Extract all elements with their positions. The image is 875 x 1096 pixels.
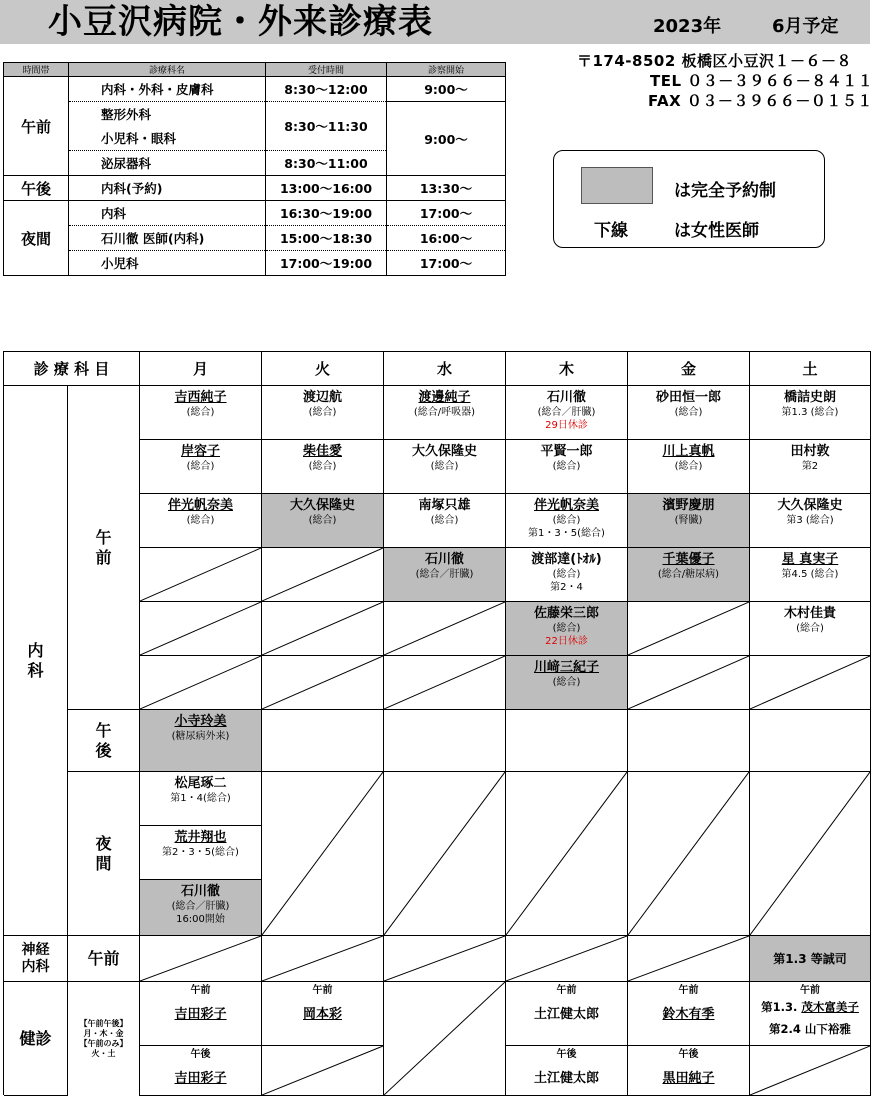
diagonal-slash <box>262 602 383 655</box>
dept-label-shinkei <box>4 936 68 982</box>
legend-swatch <box>581 167 653 204</box>
diagonal-slash <box>262 656 383 709</box>
schedule-cell <box>262 548 384 602</box>
doctor-name: 伴光帆奈美 <box>533 498 599 513</box>
dept-label-kenshin: 健診 <box>4 982 68 1096</box>
kenshin-note-text: 【午前午後】 月・木・金 【午前のみ】 火・土 <box>79 1019 128 1058</box>
legend-reserve-text: は完全予約制 <box>674 181 776 201</box>
slot-label-pm <box>68 710 140 772</box>
diagonal-slash <box>384 936 505 981</box>
schedule-cell <box>750 656 871 710</box>
diagonal-slash <box>384 982 505 1095</box>
slot-label-am: 午前 <box>68 936 140 982</box>
doctor-specialty: (総合) <box>552 677 581 688</box>
page-title: 小豆沢病院・外来診療表 <box>48 2 433 42</box>
reception-time: 8:30～11:00 <box>266 151 387 176</box>
day-header: 水 <box>384 352 506 386</box>
doctor-specialty: (総合/糖尿病) <box>657 569 720 580</box>
doctor-specialty: 第1.3 (総合) <box>781 407 839 418</box>
doctor-note: 第1・3・5(総合) <box>528 528 605 539</box>
doctor-name: 吉田彩子 <box>174 1071 227 1086</box>
schedule-cell <box>750 602 871 656</box>
fax: FAX ０３－３９６６－０１５１ <box>648 92 873 110</box>
doctor-name: 茂木富美子 <box>801 1000 859 1014</box>
doctor-name: 伴光帆奈美 <box>167 498 233 513</box>
slot-am: 午前 <box>4 77 69 176</box>
schedule-cell <box>140 1046 262 1096</box>
doctor-specialty: (総合) <box>308 515 337 526</box>
doctor-name: 大久保隆史 <box>777 498 843 513</box>
schedule-cell <box>506 936 628 982</box>
diagonal-slash <box>140 602 261 655</box>
diagonal-slash <box>628 772 749 935</box>
reception-time: 16:30～19:00 <box>266 201 387 226</box>
reception-time: 13:00～16:00 <box>266 176 387 201</box>
start-time: 17:00～ <box>387 251 506 276</box>
doctor-name: 土江健太郎 <box>533 1007 599 1022</box>
doctor-specialty: (総合) <box>552 461 581 472</box>
doctor-name: 岡本彩 <box>302 1007 342 1022</box>
start-time: 17:00～ <box>387 201 506 226</box>
slot-pm: 午後 <box>4 176 69 201</box>
doctor-name: 大久保隆史 <box>289 498 355 513</box>
dept-label-text: 神経 内科 <box>21 941 50 975</box>
legend-female-text: は女性医師 <box>674 221 759 241</box>
day-header: 火 <box>262 352 384 386</box>
diagonal-slash <box>262 548 383 601</box>
diagonal-slash <box>262 772 383 935</box>
schedule-cell <box>750 548 871 602</box>
schedule-cell <box>750 772 871 936</box>
doctor-name: 平賢一郎 <box>540 444 593 459</box>
schedule-cell <box>262 710 384 772</box>
doctor-specialty: (総合) <box>552 569 581 580</box>
diagonal-slash <box>506 772 627 935</box>
doctor-line <box>750 999 870 1015</box>
diagonal-slash <box>750 1046 870 1095</box>
schedule-cell <box>628 602 750 656</box>
doctor-name: 荒井翔也 <box>174 830 227 845</box>
doctor-specialty: 第3 (総合) <box>786 515 834 526</box>
schedule-cell <box>506 602 628 656</box>
tel: TEL ０３－３９６６－８４１１ <box>650 72 874 90</box>
doctor-name: 小寺玲美 <box>174 714 227 729</box>
schedule-cell <box>628 656 750 710</box>
schedule-cell <box>140 982 262 1046</box>
doctor-specialty: (腎臓) <box>674 515 703 526</box>
doctor-specialty: (総合) <box>430 515 459 526</box>
schedule-cell <box>750 982 871 1046</box>
doctor-name: 渡辺航 <box>302 390 342 405</box>
schedule-cell <box>262 772 384 936</box>
schedule-cell <box>628 1046 750 1096</box>
doctor-specialty: (総合／肝臓) <box>171 901 230 912</box>
column-header: 受付時間 <box>266 63 387 77</box>
schedule-cell <box>262 440 384 494</box>
schedule-cell <box>506 494 628 548</box>
diagonal-slash <box>262 1046 383 1095</box>
doctor-name: 濱野慶朋 <box>662 498 715 513</box>
schedule-cell <box>140 656 262 710</box>
doctor-specialty: (総合) <box>308 461 337 472</box>
day-header: 土 <box>750 352 871 386</box>
kenshin-slot-label: 午後 <box>678 1049 699 1060</box>
day-header: 金 <box>628 352 750 386</box>
doctor-name: 柴佳愛 <box>302 444 342 459</box>
start-time: 9:00～ <box>387 77 506 102</box>
doctor-name: 土江健太郎 <box>533 1071 599 1086</box>
doctor-specialty: (総合／肝臓) <box>415 569 474 580</box>
doctor-name: 渡部達(ﾄｵﾙ) <box>531 552 602 567</box>
doctor-name: 松尾琢二 <box>174 776 227 791</box>
doctor-name: 佐藤栄三郎 <box>533 606 599 621</box>
doctor-name: 川上真帆 <box>662 444 715 459</box>
year-label: 2023年 <box>653 16 722 37</box>
schedule-cell <box>140 602 262 656</box>
doctor-name: 川﨑三紀子 <box>533 660 599 675</box>
doctor-specialty: (糖尿病外来) <box>171 731 230 742</box>
diagonal-slash <box>384 772 505 935</box>
dept: 内科 <box>69 201 266 226</box>
start-time: 9:00～ <box>387 102 506 176</box>
diagonal-slash <box>384 656 505 709</box>
dept: 小児科・眼科 <box>69 126 266 151</box>
schedule-cell <box>506 772 628 936</box>
day-header: 月 <box>140 352 262 386</box>
doctor-specialty: (総合) <box>796 623 824 634</box>
doctor-name: 渡邊純子 <box>418 390 471 405</box>
doctor-name: 星 真実子 <box>781 552 839 567</box>
schedule-cell <box>384 936 506 982</box>
schedule-cell <box>750 710 871 772</box>
doctor-name: 石川徹 <box>424 552 464 567</box>
kenshin-slot-label: 午後 <box>190 1049 211 1060</box>
schedule-cell <box>262 656 384 710</box>
schedule-cell <box>506 982 628 1046</box>
start-time: 16:00～ <box>387 226 506 251</box>
doctor-name: 吉西純子 <box>174 390 227 405</box>
doctor-specialty: (総合) <box>674 461 703 472</box>
slot-label-text: 午 前 <box>95 527 112 567</box>
reception-time: 15:00～18:30 <box>266 226 387 251</box>
diagonal-slash <box>262 936 383 981</box>
column-header: 時間帯 <box>4 63 69 77</box>
doctor-name: 大久保隆史 <box>411 444 477 459</box>
column-header: 診療科名 <box>69 63 266 77</box>
doctor-name: 木村佳貴 <box>783 606 836 621</box>
doctor-name: 鈴木有季 <box>662 1007 715 1022</box>
schedule-cell <box>628 982 750 1046</box>
legend-underline-word: 下線 <box>594 221 628 241</box>
slot-label-text: 午 後 <box>95 720 112 760</box>
schedule-cell <box>628 440 750 494</box>
start-time: 13:30～ <box>387 176 506 201</box>
schedule-cell <box>384 440 506 494</box>
diagonal-slash <box>628 602 749 655</box>
doctor-name: 田村敦 <box>790 444 830 459</box>
schedule-cell <box>628 386 750 440</box>
kenshin-slot-label: 午前 <box>800 985 820 996</box>
schedule-cell <box>628 772 750 936</box>
doctor-name: 橋詰史朗 <box>783 390 836 405</box>
closed-note: 29日休診 <box>545 420 588 431</box>
doctor-name: 黒田純子 <box>662 1071 715 1086</box>
schedule-cell <box>506 710 628 772</box>
diagonal-slash <box>140 936 261 981</box>
diagonal-slash <box>628 936 749 981</box>
dept: 内科・外科・皮膚科 <box>69 77 266 102</box>
diagonal-slash <box>506 936 627 981</box>
diagonal-slash <box>628 656 749 709</box>
doctor-specialty: 第1・4(総合) <box>170 793 231 804</box>
week-prefix: 第1.3. <box>761 1000 802 1014</box>
schedule-cell <box>506 440 628 494</box>
schedule-cell <box>384 602 506 656</box>
schedule-cell <box>506 386 628 440</box>
schedule-cell <box>262 386 384 440</box>
doctor-specialty: (総合) <box>430 461 459 472</box>
schedule-cell <box>262 936 384 982</box>
dept: 内科(予約) <box>69 176 266 201</box>
schedule-cell <box>384 656 506 710</box>
doctor-specialty: (総合) <box>308 407 337 418</box>
schedule-cell <box>506 1046 628 1096</box>
slot-label-text: 夜 間 <box>95 833 112 873</box>
doctor-specialty: (総合) <box>186 407 215 418</box>
doctor-name: 吉田彩子 <box>174 1007 227 1022</box>
schedule-cell <box>628 548 750 602</box>
schedule-cell: 第1.3 等誠司 <box>750 936 871 982</box>
doctor-name: 南塚只雄 <box>418 498 471 513</box>
schedule-cell <box>506 548 628 602</box>
schedule-cell <box>750 386 871 440</box>
doctor-name: 石川徹 <box>180 884 220 899</box>
doctor-specialty: (総合) <box>674 407 703 418</box>
schedule-cell <box>384 548 506 602</box>
kenshin-slot-label: 午前 <box>312 985 333 996</box>
schedule-cell <box>140 826 262 880</box>
dept: 整形外科 <box>69 102 266 127</box>
column-header: 診察開始 <box>387 63 506 77</box>
dept: 泌尿器科 <box>69 151 266 176</box>
schedule-cell <box>140 440 262 494</box>
kenshin-slot-label: 午前 <box>190 985 211 996</box>
schedule-cell <box>750 494 871 548</box>
closed-note: 22日休診 <box>545 636 588 647</box>
schedule-cell <box>140 494 262 548</box>
diagonal-slash <box>750 772 870 935</box>
schedule-cell <box>750 1046 871 1096</box>
doctor-name: 砂田恒一郎 <box>655 390 721 405</box>
schedule-cell <box>628 936 750 982</box>
schedule-cell <box>262 982 384 1046</box>
schedule-cell <box>140 386 262 440</box>
doctor-name: 石川徹 <box>546 390 586 405</box>
schedule-cell <box>140 772 262 826</box>
slot-label-night <box>68 772 140 936</box>
doctor-specialty: 第4.5 (総合) <box>781 569 839 580</box>
reception-time: 8:30～12:00 <box>266 77 387 102</box>
diagonal-slash <box>384 602 505 655</box>
doctor-specialty: (総合／肝臓) <box>537 407 596 418</box>
doctor-specialty: (総合) <box>186 461 215 472</box>
schedule-header-label: 診 療 科 目 <box>4 352 140 386</box>
schedule-cell <box>384 772 506 936</box>
address: 〒174-8502 板橋区小豆沢１－６－８ <box>577 52 853 70</box>
reception-time: 17:00～19:00 <box>266 251 387 276</box>
doctor-specialty: (総合) <box>552 623 581 634</box>
schedule-cell <box>384 386 506 440</box>
doctor-note: 16:00開始 <box>176 914 225 925</box>
doctor-note: 第2・4 <box>550 582 583 593</box>
diagonal-slash <box>750 656 870 709</box>
day-header: 木 <box>506 352 628 386</box>
doctor-specialty: (総合) <box>186 515 215 526</box>
reception-hours-table <box>3 62 506 276</box>
kenshin-slot-label: 午後 <box>556 1049 577 1060</box>
doctor-specialty: 第2・3・5(総合) <box>162 847 239 858</box>
schedule-cell <box>140 548 262 602</box>
dept-label-text: 内 科 <box>27 640 44 680</box>
schedule-cell <box>384 710 506 772</box>
month-label: 6月予定 <box>772 16 839 37</box>
doctor-specialty: 第2 <box>801 461 819 472</box>
schedule-cell <box>628 710 750 772</box>
dept-label-naika <box>4 386 68 936</box>
dept: 小児科 <box>69 251 266 276</box>
doctor-name: 岸容子 <box>180 444 220 459</box>
doctor-specialty: (総合) <box>552 515 581 526</box>
slot-label-am <box>68 386 140 710</box>
doctor-line: 第2.4 山下裕雅 <box>769 1022 851 1036</box>
doctor-name: 千葉優子 <box>662 552 715 567</box>
schedule-cell <box>262 602 384 656</box>
reception-time: 8:30～11:30 <box>266 102 387 151</box>
kenshin-slot-label: 午前 <box>556 985 577 996</box>
schedule-cell <box>384 494 506 548</box>
schedule-cell <box>384 982 506 1096</box>
schedule-cell <box>140 710 262 772</box>
schedule-table <box>3 351 871 1095</box>
schedule-cell <box>506 656 628 710</box>
kenshin-slot-label: 午前 <box>678 985 699 996</box>
diagonal-slash <box>140 656 261 709</box>
schedule-cell <box>750 440 871 494</box>
kenshin-note <box>68 982 140 1096</box>
slot-night: 夜間 <box>4 201 69 276</box>
schedule-cell <box>262 1046 384 1096</box>
schedule-cell <box>140 880 262 936</box>
schedule-cell <box>140 936 262 982</box>
schedule-cell <box>262 494 384 548</box>
doctor-specialty: (総合/呼吸器) <box>413 407 476 418</box>
dept: 石川徹 医師(内科) <box>69 226 266 251</box>
schedule-cell <box>628 494 750 548</box>
diagonal-slash <box>140 548 261 601</box>
